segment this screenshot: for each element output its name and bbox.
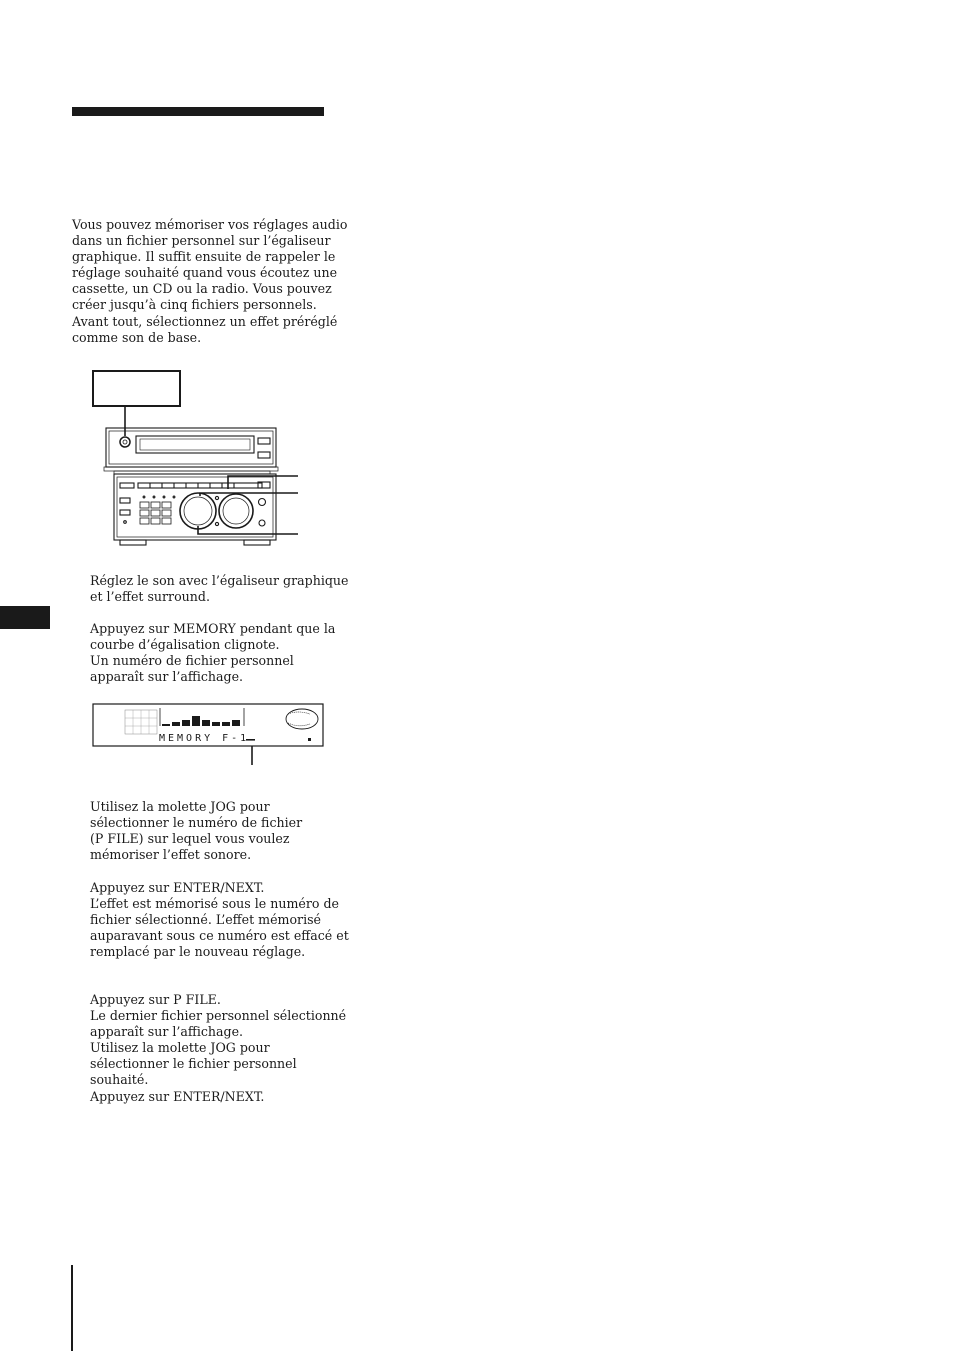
stereo-unit-illustration [90,368,302,548]
intro-line: dans un fichier personnel sur l’égaliseur [72,233,331,249]
step-line: fichier sélectionné. L’effet mémorisé [90,912,322,928]
intro-line: cassette, un CD ou la radio. Vous pouvez [72,281,332,297]
step-line: Appuyez sur MEMORY pendant que la [90,621,336,636]
step-line: sélectionner le numéro de fichier [90,815,303,831]
recall-line: sélectionner le fichier personnel [90,1056,297,1072]
callout-label-box [93,371,180,406]
step-line: L’effet est mémorisé sous le numéro de [90,896,339,912]
top-deck [106,428,276,467]
intro-paragraph [72,217,347,346]
intro-line: réglage souhaité quand vous écoutez une [72,265,338,281]
intro-line: comme son de base. [72,329,202,345]
display-text: MEMORY F-1 [159,733,250,744]
step-line: apparaît sur l’affichage. [90,669,244,685]
intro-line: graphique. Il suffit ensuite de rappeler le [72,249,336,265]
step-line: Appuyez sur ENTER/NEXT. [90,880,265,895]
step-line: Un numéro de fichier personnel [90,653,294,669]
step-1 [90,573,348,605]
power-button [120,437,130,447]
step-3 [90,799,302,863]
recall-line: Utilisez la molette JOG pour [90,1040,270,1056]
step-line: (P FILE) sur lequel vous voulez [90,831,290,847]
recall-line: Appuyez sur ENTER/NEXT. [90,1088,265,1104]
jog-dial [180,493,216,529]
footer-rule [71,1265,73,1351]
step-line: courbe d’égalisation clignote. [90,637,280,653]
intro-line: créer jusqu’à cinq fichiers personnels. [72,297,317,313]
recall-line: Le dernier fichier personnel sélectionné [90,1008,347,1024]
step-4 [90,880,349,960]
recall-line: Appuyez sur P FILE. [90,992,221,1007]
volume-knob [219,494,253,528]
step-line: auparavant sous ce numéro est effacé et [90,928,349,944]
intro-line: Avant tout, sélectionnez un effet préréglé [72,313,338,329]
step-line: Utilisez la molette JOG pour [90,799,270,814]
recall-line: souhaité. [90,1072,149,1088]
chapter-tab [0,606,50,629]
step-line: mémoriser l’effet sonore. [90,847,252,863]
intro-line: Vous pouvez mémoriser vos réglages audio [72,217,348,232]
step-line: et l’effet surround. [90,589,210,605]
recall-section [90,992,346,1105]
step-line: remplacé par le nouveau réglage. [90,944,306,960]
display-illustration [90,700,326,768]
step-line: Réglez le son avec l’égaliseur graphique [90,573,349,588]
step-2 [90,621,335,685]
recall-line: apparaît sur l’affichage. [90,1024,244,1040]
section-title-bar [72,107,324,116]
